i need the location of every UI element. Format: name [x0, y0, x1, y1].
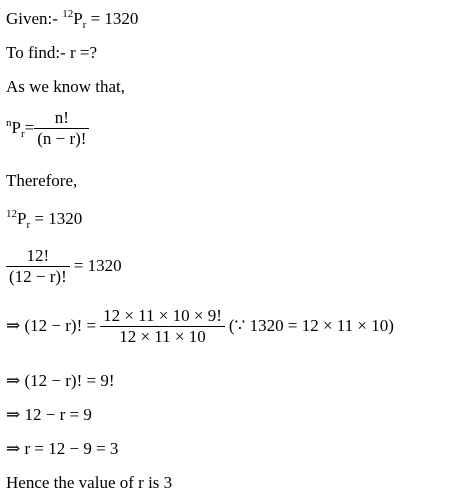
formula-lhs [6, 117, 25, 141]
step5-line: ⇒ 12 − r = 9 [6, 405, 92, 424]
formula-numerator: n! [34, 108, 89, 129]
therefore-line: Therefore, [6, 171, 78, 190]
step1-r: r [26, 219, 31, 231]
given-value: = 1320 [86, 9, 139, 28]
step2-value: = 1320 [73, 256, 122, 276]
given-n: 12 [62, 8, 74, 20]
answer-line: Hence the value of r is 3 [6, 473, 173, 492]
given-p: P [73, 9, 83, 28]
formula-p: P [11, 118, 21, 138]
formula-fraction [34, 108, 89, 148]
given-r: r [82, 19, 87, 31]
step3-denominator: 12 × 11 × 10 [119, 326, 206, 346]
as-we-know-line: As we know that, [6, 77, 125, 96]
given-line [6, 8, 139, 31]
step1-p: P [17, 209, 27, 228]
step3-lhs: ⇒ (12 − r)! = [6, 316, 97, 336]
step3-fraction [100, 306, 225, 346]
formula-line [6, 108, 93, 148]
formula-r: r [20, 128, 25, 141]
step4-line: ⇒ (12 − r)! = 9! [6, 371, 115, 390]
step3-numerator: 12 × 11 × 10 × 9! [100, 306, 225, 327]
step2-fraction [6, 246, 70, 286]
step1-n: 12 [6, 208, 17, 220]
step1-line [6, 208, 83, 231]
step1-value: = 1320 [30, 209, 83, 228]
to-find-line: To find:- r =? [6, 43, 98, 62]
formula-denominator: (n − r)! [37, 128, 87, 148]
step2-numerator: 12! [6, 246, 70, 267]
formula-eq: = [24, 118, 35, 138]
given-label: Given:- [6, 9, 63, 28]
step2-line [6, 246, 126, 286]
step6-line: ⇒ r = 12 − 9 = 3 [6, 439, 119, 458]
step2-denominator: (12 − r)! [9, 266, 67, 286]
formula-n: n [6, 117, 12, 130]
step3-line [6, 306, 398, 346]
step3-note: (∵ 1320 = 12 × 11 × 10) [228, 316, 394, 336]
